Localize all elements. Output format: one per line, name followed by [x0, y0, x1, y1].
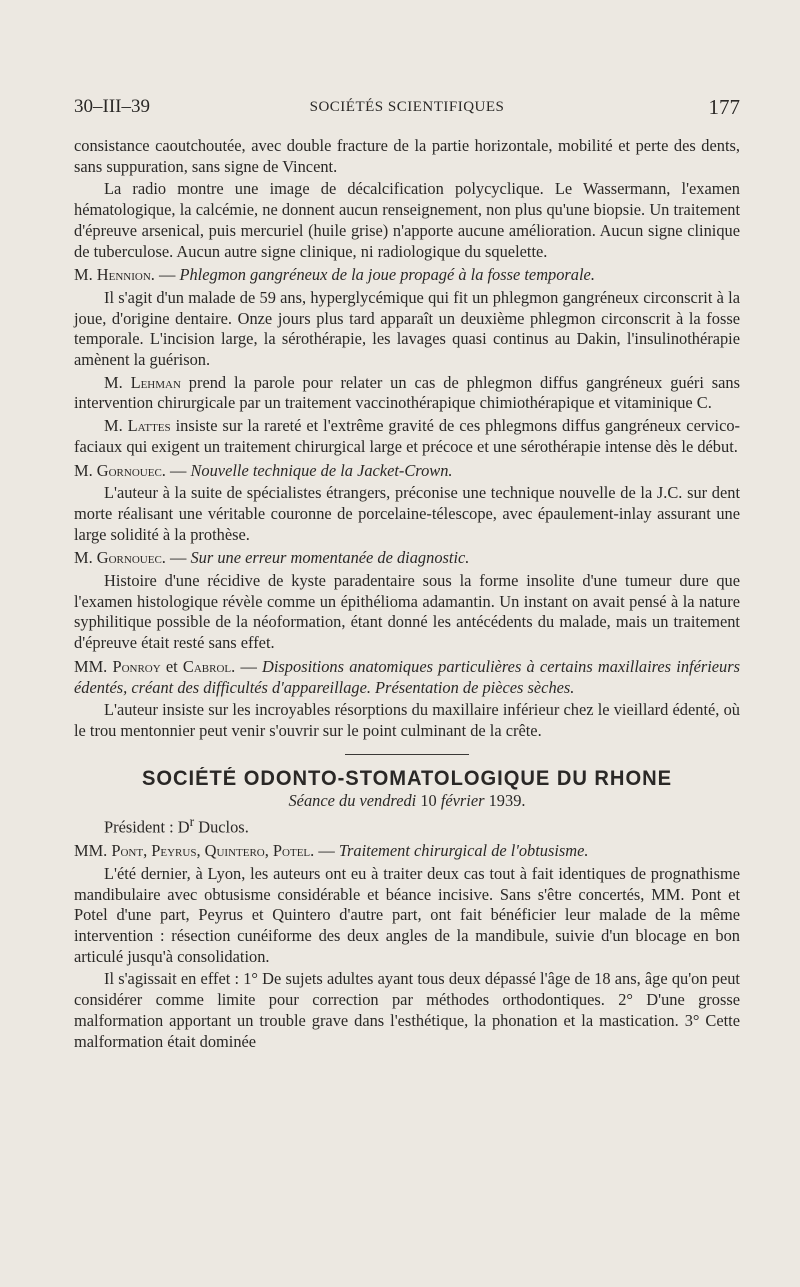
paragraph-text: prend la parole pour relater un cas de phlegmon diffus gangréneux guéri sans intervention chirurgicale par un traitement vaccinothérapique chimiothérapique et vitaminique C. — [74, 372, 740, 413]
paragraph: L'auteur à la suite de spécialistes étrangers, préconise une technique nouvelle de la J.C. sur dent morte réalisant une véritable couronne de porcelaine-télescope, avec épaulement-inlay assurant une large solidité à la prothèse. — [74, 483, 740, 544]
communication-title: Nouvelle technique de la Jacket-Crown. — [190, 460, 453, 480]
paragraph — [74, 416, 740, 457]
communication-heading — [74, 265, 740, 286]
communication-title: Dispositions anatomiques particulières à certains maxillaires inférieurs édentés, créant des difficultés d'appareillage. Présentation de pièces sèches. — [74, 656, 741, 697]
author-prefix: M. — [74, 460, 97, 480]
author-prefix: M. — [104, 372, 131, 392]
session-text: Séance du vendredi — [288, 791, 421, 811]
paragraph: Il s'agit d'un malade de 59 ans, hyperglycémique qui fit un phlegmon gangréneux circonscrit à la joue, d'origine dentaire. Onze jours plus tard apparaît un deuxième phlegmon circonscrit à la fosse temporale. L'incision large, la sérothérapie, les lavages quasi continus au Dakin, l'insulinothérapie amènent la guérison. — [74, 287, 740, 370]
header-running-title: SOCIÉTÉS SCIENTIFIQUES — [309, 99, 505, 115]
communication-title: Sur une erreur momentanée de diagnostic. — [190, 548, 470, 568]
author-name: Hennion — [96, 265, 151, 285]
section-divider — [345, 754, 469, 755]
author-name: Gornouec — [96, 548, 162, 568]
separator: . — — [161, 460, 191, 480]
paragraph: consistance caoutchoutée, avec double fracture de la partie horizontale, mobilité et perte des dents, sans suppuration, sans signe de Vincent. — [74, 136, 740, 176]
author-prefix: MM. — [74, 841, 112, 861]
author-names: Pont, Peyrus, Quintero, Potel — [111, 841, 311, 861]
separator: . — — [310, 841, 339, 861]
paragraph — [74, 373, 740, 414]
paragraph: Histoire d'une récidive de kyste paradentaire sous la forme insolite d'une tumeur dure que l'examen histologique révèle comme un épithélioma adamantin. Un instant on avait pensé à la nature syphilitique possible de la néoformation, étant donné les antécédents du malade, mais un traitement d'épreuve était resté sans effet. — [74, 571, 740, 653]
page-body — [74, 136, 740, 1054]
communication-heading — [74, 461, 740, 482]
president-name: Duclos. — [194, 817, 249, 837]
paragraph: L'auteur insiste sur les incroyables résorptions du maxillaire inférieur chez le vieillard édenté, où le trou mentonnier peut venir s'ouvrir sur le point culminant de la crête. — [74, 700, 740, 740]
author-prefix: MM. — [74, 656, 113, 676]
header-date: 30–III–39 — [74, 96, 150, 117]
page-number: 177 — [708, 95, 740, 119]
president-label: Président : D — [104, 817, 190, 837]
communication-heading — [74, 548, 740, 569]
session-month: février — [436, 791, 489, 811]
author-name: Lehman — [130, 372, 181, 392]
separator: . — — [150, 265, 180, 285]
communication-heading — [74, 841, 740, 862]
president-title-sup: r — [189, 814, 195, 830]
paragraph: L'été dernier, à Lyon, les auteurs ont eu à traiter deux cas tout à fait identiques de prognathisme mandibulaire avec obtusisme considérable et béance incisive. Sans s'être concertés, MM. Pont et Potel d'une part, Peyrus et Quintero d'autre part, ont fait bénéficier leur malade de la même intervention : résection cunéiforme des deux angles de la mandibule, suivie d'un blocage en bon articulé jusqu'à consolidation. — [74, 863, 740, 966]
session-year: 1939. — [488, 791, 526, 811]
paragraph: La radio montre une image de décalcification polycyclique. Le Wassermann, l'examen hématologique, la calcémie, ne donnent aucun renseignement, non plus qu'une biopsie. Un traitement d'épreuve arsenical, puis mercuriel (huile grise) n'apporte aucune amélioration. Aucun signe clinique de tuberculose. Aucun autre signe clinique, ni radiologique du squelette. — [74, 179, 740, 261]
session-date — [74, 791, 740, 812]
author-prefix: M. — [74, 548, 97, 568]
paragraph-text: insiste sur la rareté et l'extrême gravité de ces phlegmons diffus gangréneux cervico-faciaux qui exigent un traitement chirurgical large et précoce et une sérothérapie intense dès le début. — [74, 416, 740, 456]
author-name: Gornouec — [96, 460, 162, 480]
author-prefix: M. — [74, 265, 97, 285]
author-name: Lattes — [127, 416, 171, 436]
running-header — [74, 92, 740, 122]
communication-title: Traitement chirurgical de l'obtusisme. — [338, 841, 589, 861]
author-name: Cabrol — [182, 656, 232, 676]
conjunction: et — [160, 656, 183, 676]
president-line — [74, 812, 740, 838]
communication-heading — [74, 657, 740, 698]
society-title: SOCIÉTÉ ODONTO-STOMATOLOGIQUE DU RHONE — [141, 766, 673, 790]
author-prefix: M. — [104, 416, 128, 436]
session-day: 10 — [420, 791, 437, 811]
separator: . — — [161, 548, 191, 568]
author-name: Ponroy — [112, 656, 161, 676]
paragraph: Il s'agissait en effet : 1° De sujets adultes ayant tous deux dépassé l'âge de 18 ans, âge qu'on peut considérer comme limite pour correction par méthodes orthodontiques. 2° D'une grosse malformation apportant un trouble grave dans l'esthétique, la phonation et la mastication. 3° Cette malformation était dominée — [74, 969, 740, 1051]
communication-title: Phlegmon gangréneux de la joue propagé à la fosse temporale. — [179, 265, 595, 285]
separator: . — — [231, 656, 263, 676]
